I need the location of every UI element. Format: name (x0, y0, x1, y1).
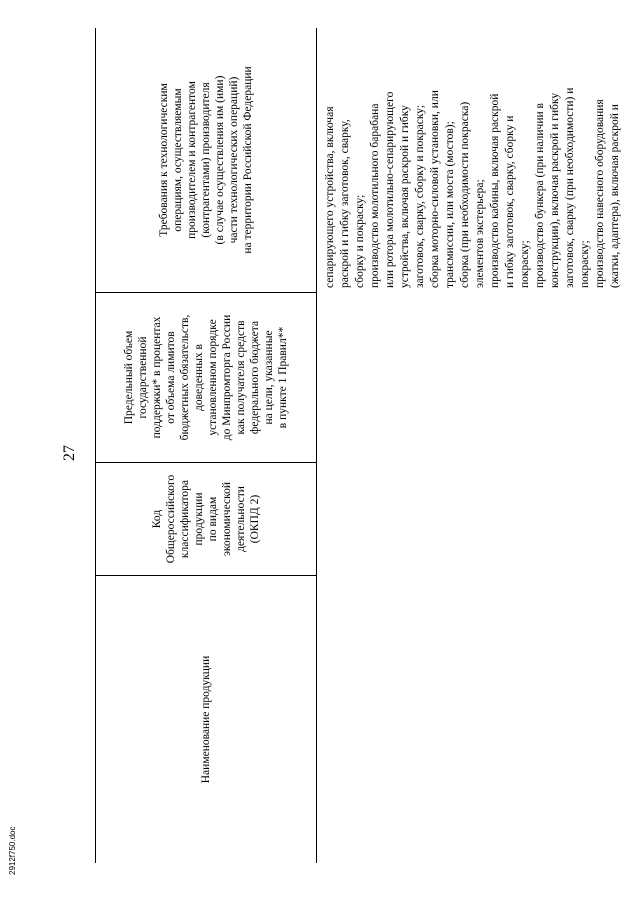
rotated-page (55, 23, 621, 883)
table-header-row (95, 28, 317, 863)
tech-requirements-text: сепарирующего устройства, включая раскрой и гибку заготовок, сварку, сборку и покраску; производство молотильного барабана или ротора молотильно-сепарирующего устройства, включая раскрой и гибку заготовок, сварку, сборку и покраску; сборка моторно-силовой установки, или трансмиссии, или моста (мостов); сборка (при необходимости покраска) элементов экстерьера; производство кабины, включая раскрой и гибку заготовок, сварку, сборку и покраску; производство бункера (при наличии в конструкции), включая раскрой и гибку заготовок, сварку (при необходимости) и покраску; производство навесного оборудования (жатки, адаптера), включая раскрой и (324, 87, 621, 288)
header-support-volume: Предельный объем государственной поддержки* в процентах от объема лимитов бюджетных обязательств, доведенных в установленном порядке до Минпромторга России как получателя средств федерального бюджета на цели, указанные в пункте 1 Правил** (96, 293, 316, 463)
header-okpd2-code: Код Общероссийского классификатора продукции по видам экономической деятельности (ОКПД 2) (96, 463, 316, 576)
table-body (323, 28, 621, 863)
header-product-name: Наименование продукции (200, 655, 212, 783)
header-tech-requirements: Требования к технологическим операциям, осуществляемым производителем и контрагентом (контрагентами) производителя (в случае осуществления им (ими) части технологических операций) на территории Российской Федерации (96, 28, 316, 293)
page-number: 27 (61, 444, 78, 461)
file-footer: 2912f750.doc (8, 826, 17, 875)
